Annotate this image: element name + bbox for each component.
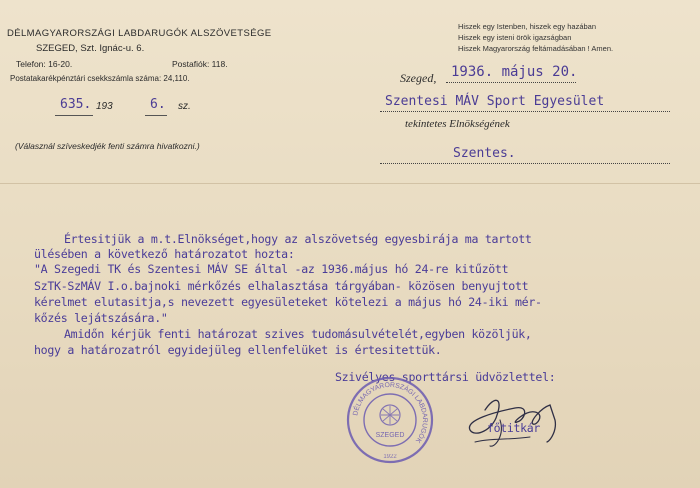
body-line-3: "A Szegedi TK és Szentesi MÁV SE által -az 1936.május hó 24-re kitűzött <box>34 262 509 276</box>
dateline-place: Szeged, <box>400 71 437 85</box>
city-underline <box>380 163 670 165</box>
handwritten-signature <box>455 390 575 450</box>
body-line-8: hogy a határozatról egyidejüleg ellenfelüket is értesitettük. <box>34 343 442 357</box>
ref-underline <box>55 115 93 116</box>
svg-text:SZEGED: SZEGED <box>375 432 405 439</box>
creed-line-1: Hiszek egy Istenben, hiszek egy hazában <box>458 22 596 31</box>
creed-line-2: Hiszek egy isteni örök igazságban <box>458 33 572 42</box>
reference-year-prefix: 193 <box>96 101 113 112</box>
dateline-date: 1936. május 20. <box>451 64 578 80</box>
letterhead-organization: DÉLMAGYARORSZÁGI LABDARUGÓK ALSZÖVETSÉGE <box>7 28 272 39</box>
letterhead-pobox: Postafiók: 118. <box>172 59 228 69</box>
body-line-5: kérelmet elutasitja,s nevezett egyesületeket kötelezi a május hó 24-iki mér- <box>34 295 542 309</box>
body-line-1: Értesitjük a m.t.Elnökséget,hogy az alszövetség egyesbirája ma tartott <box>64 232 532 246</box>
paper-fold <box>0 183 700 184</box>
svg-text:DÉLMAGYARORSZÁGI LABDARUGÓK: DÉLMAGYARORSZÁGI LABDARUGÓK <box>352 381 429 444</box>
club-seal-stamp <box>345 375 435 465</box>
recipient-city: Szentes. <box>453 146 516 161</box>
ref-year-underline <box>145 115 167 116</box>
letterhead-bank-account: Postatakarékpénztári csekkszámla száma: 24,110. <box>10 74 190 83</box>
closing-greeting: Szivélyes sporttársi üdvözlettel: <box>335 370 556 384</box>
creed-line-3: Hiszek Magyarország feltámadásában ! Amen. <box>458 44 614 53</box>
body-line-4: SzTK-SzMÁV I.o.bajnoki mérkőzés elhalasztása tárgyában- közösen benyujtott <box>34 279 529 293</box>
letterhead-address: SZEGED, Szt. Ignác-u. 6. <box>36 43 145 54</box>
recipient-name: Szentesi MÁV Sport Egyesület <box>385 94 605 109</box>
body-line-2: ülésében a következő határozatot hozta: <box>34 247 295 261</box>
recipient-honorific: tekintetes Elnökségének <box>405 118 510 130</box>
body-line-6: kőzés lejátszására." <box>34 311 168 325</box>
reference-year-suffix: 6. <box>150 97 166 112</box>
letterhead-phone: Telefon: 16-20. <box>16 59 73 69</box>
signature-title: főtitkár <box>487 421 540 435</box>
reference-suffix: sz. <box>178 101 191 112</box>
svg-text:1922: 1922 <box>383 454 397 460</box>
recipient-underline <box>380 111 670 113</box>
reply-note: (Válasznál szíveskedjék fenti számra hivatkozni.) <box>15 141 200 151</box>
body-line-7: Amidőn kérjük fenti határozat szives tudomásulvételét,egyben közöljük, <box>64 327 532 341</box>
date-underline <box>446 82 576 84</box>
reference-number: 635. <box>60 97 92 112</box>
